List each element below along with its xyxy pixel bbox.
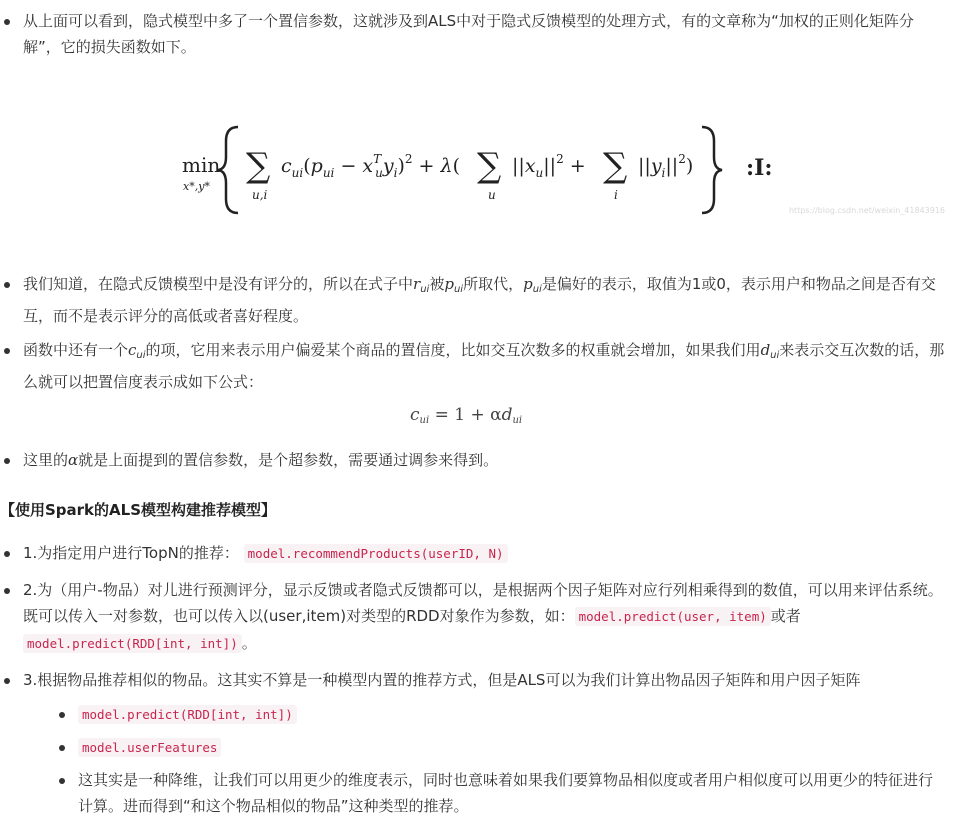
- math-d: d: [760, 341, 771, 359]
- loss-term-2: $||x_u||^2$ +: [512, 152, 586, 180]
- text-segment: 这里的: [23, 451, 69, 469]
- explanation-item-1: [0, 271, 945, 329]
- text-segment: 。: [241, 634, 257, 652]
- text-segment: 这其实是一种降维，让我们可以用更少的维度表示，同时也意味着如果我们要算物品相似度或者用户相似度可以用更少的特征进行计算。进而得到“和这个物品相似的物品”这种类型的推荐。: [78, 771, 934, 815]
- code-predict-pair: model.predict(user, item): [575, 607, 771, 626]
- sum-symbol-i: ∑: [603, 146, 628, 186]
- formula-rhs-sub: ui: [512, 415, 523, 426]
- text-segment: 3.根据物品推荐相似的物品。这其实不算是一种模型内置的推荐方式，但是ALS可以为我们计算出物品因子矩阵和用户因子矩阵: [23, 671, 861, 689]
- spark-item-2: [0, 577, 945, 657]
- hyperparam-list: [0, 447, 945, 473]
- text-segment: 函数中还有一个: [23, 341, 129, 359]
- hyperparam-item: [0, 447, 945, 473]
- text-segment: 1.为指定用户进行TopN的推荐：: [23, 544, 239, 562]
- min-label: min: [182, 153, 221, 177]
- code-user-features: model.userFeatures: [78, 738, 221, 757]
- text-segment: 就是上面提到的置信参数，是个超参数，需要通过调参来得到。: [78, 451, 499, 469]
- math-p: p: [523, 275, 533, 293]
- loss-term-3: $||y_i||^2$): [638, 152, 694, 180]
- code-predict-rdd: model.predict(RDD[int, int]): [23, 634, 242, 653]
- text-segment: 我们知道，在隐式反馈模型中是没有评分的，所以在式子中: [23, 275, 414, 293]
- text-segment: 所取代，: [463, 275, 524, 293]
- text-segment: 或者: [770, 607, 801, 625]
- sum-symbol-u: ∑: [477, 146, 502, 186]
- spark-sub-list: [55, 701, 945, 819]
- min-subscript: x*,y*: [183, 180, 210, 193]
- text-segment: 被: [429, 275, 445, 293]
- spark-item-1: [0, 540, 945, 567]
- intro-text: 从上面可以看到，隐式模型中多了一个置信参数，这就涉及到ALS中对于隐式反馈模型的处理方式，有的文章称为“加权的正则化矩阵分解”，它的损失函数如下。: [23, 12, 914, 56]
- sub-item-2: [55, 734, 945, 761]
- loss-formula: [180, 115, 800, 225]
- right-brace: [702, 127, 722, 213]
- image-watermark: https://blog.csdn.net/weixin_41843916: [788, 206, 945, 215]
- math-alpha: α: [68, 451, 79, 469]
- sum-sub-ui: u,i: [252, 188, 268, 202]
- sum-sub-u: u: [488, 188, 496, 202]
- code-predict-rdd-2: model.predict(RDD[int, int]): [78, 705, 297, 724]
- formula-rhs: d: [501, 405, 513, 425]
- trailing-mark: :I:: [746, 155, 773, 181]
- text-segment: 来表示交互次数的话，那么就可以把置信度表示成如下公式：: [23, 341, 945, 391]
- sum-sub-i: i: [614, 188, 618, 202]
- formula-lhs-sub: ui: [419, 415, 430, 426]
- code-recommend-products: model.recommendProducts(userID, N): [244, 544, 508, 563]
- spark-list: [0, 540, 945, 825]
- intro-list: [0, 8, 945, 60]
- text-segment: 是偏好的表示，取值为1或0，表示用户和物品之间是否有交互，而不是表示评分的高低或者喜好程度。: [23, 275, 936, 325]
- text-segment: 2.为（用户-物品）对儿进行预测评分，显示反馈或者隐式反馈都可以，是根据两个因子矩阵对应行列相乘得到的数值，可以用来评估系统。既可以传入一对参数，也可以传入以(user,item)对类型的RDD对象作为参数，如：: [23, 581, 943, 625]
- explanation-list: [0, 271, 945, 395]
- math-sub: ui: [770, 350, 780, 361]
- math-c: c: [128, 341, 137, 359]
- spark-item-3: [0, 667, 945, 819]
- intro-item: [0, 8, 945, 60]
- math-sub: ui: [136, 350, 146, 361]
- loss-term-1: $c_{ui}(p_{ui} - x^T$ $uy_i)^2 + \lambda$(: [281, 152, 460, 180]
- math-p: p: [444, 275, 454, 293]
- confidence-formula: [410, 405, 522, 426]
- loss-formula-svg: [180, 115, 800, 225]
- math-sub: ui: [453, 284, 464, 295]
- sum-symbol-ui: ∑: [246, 146, 271, 186]
- explanation-item-2: [0, 337, 945, 395]
- text-segment: 的项，它用来表示用户偏爱某个商品的置信度，比如交互次数多的权重就会增加，如果我们用: [145, 341, 761, 359]
- sub-item-1: [55, 701, 945, 728]
- section-heading: 【使用Spark的ALS模型构建推荐模型】: [0, 501, 277, 519]
- math-sub: ui: [532, 284, 542, 295]
- sub-item-3: [55, 767, 945, 819]
- math-sub: ui: [420, 284, 430, 295]
- formula-eq: = 1 + α: [434, 405, 502, 425]
- math-r: r: [413, 275, 421, 293]
- formula-lhs: c: [410, 405, 420, 425]
- left-brace: [218, 127, 238, 213]
